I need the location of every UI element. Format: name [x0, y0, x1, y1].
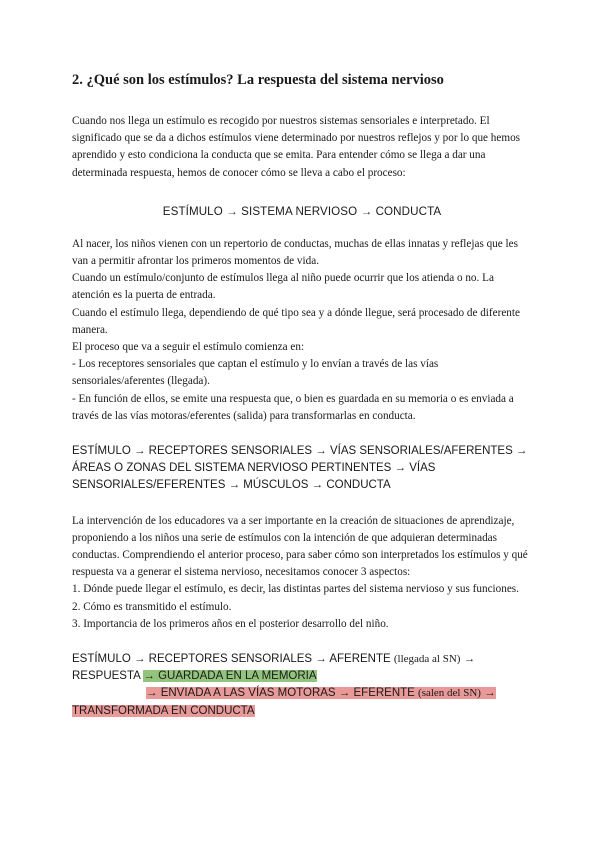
body-line: Al nacer, los niños vienen con un repertorio de conductas, muchas de ellas innatas y reflejas que les van a permitir afrontar los primeros momentos de vida. [72, 237, 518, 268]
memory-highlight: → GUARDADA EN LA MEMORIA [143, 670, 317, 683]
section-heading: 2. ¿Qué son los estímulos? La respuesta del sistema nervioso [72, 72, 444, 88]
body-line: Cuando el estímulo llega, dependiendo de qué tipo sea y a dónde llegue, será procesado de diferente manera. [72, 306, 520, 336]
flow3-part1-note: (llegada al SN) [393, 653, 461, 666]
motor-arrow: → [480, 687, 496, 700]
conduct-highlight: TRANSFORMADA EN CONDUCTA [72, 704, 255, 717]
document-page [72, 71, 532, 720]
motor-highlight [146, 687, 496, 699]
intro-paragraph: Cuando nos llega un estímulo es recogido por nuestros sistemas sensoriales e interpretado. El significado que se da a dichos estímulos viene determinado por nuestros reflejos y por lo que hemos aprendido y esto condiciona la conducta que se emita. Para entender cómo se llega a dar una determinada respuesta, hemos de conocer cómo se lleva a cabo el proceso: [72, 115, 521, 179]
body-paragraph [72, 236, 532, 425]
aspect-item: 1. Dónde puede llegar el estímulo, es decir, las distintas partes del sistema nervioso y sus funciones. [72, 583, 519, 596]
flow-diagram-detailed: ESTÍMULO → RECEPTORES SENSORIALES → VÍAS SENSORIALES/AFERENTES → ÁREAS O ZONAS DEL SISTEMA NERVIOSO PERTINENTES → VÍAS SENSORIALES/EFERENTES → MÚSCULOS → CONDUCTA [72, 445, 528, 492]
motor-text: → ENVIADA A LAS VÍAS MOTORAS → EFERENTE [146, 687, 419, 700]
aspect-item: 2. Cómo es transmitido el estímulo. [72, 600, 232, 613]
educators-line: La intervención de los educadores va a ser importante en la creación de situaciones de aprendizaje, proponiendo a los niños una serie de estímulos con la intención de que adquieran determinadas conductas. Comprendiendo el anterior proceso, para saber cómo son interpretados los estímulos y qué respuesta va a generar el sistema nervioso, necesitamos conocer 3 aspectos: [72, 514, 528, 579]
body-line: - Los receptores sensoriales que captan el estímulo y lo envían a través de las vías sensoriales/aferentes (llegada). [72, 358, 439, 388]
flow3-part1: ESTÍMULO → RECEPTORES SENSORIALES → AFERENTE [72, 653, 394, 666]
flow3-part1-arrow: → [460, 653, 476, 666]
body-line: Cuando un estímulo/conjunto de estímulos llega al niño puede ocurrir que los atienda o no. La atención es la puerta de entrada. [72, 272, 494, 302]
aspect-item: 3. Importancia de los primeros años en el posterior desarrollo del niño. [72, 617, 389, 630]
body-line: El proceso que va a seguir el estímulo comienza en: [72, 341, 305, 354]
indent-spacer [72, 687, 146, 699]
educators-paragraph [72, 513, 532, 633]
flow-diagram-response [72, 651, 532, 720]
motor-note: (salen del SN) [418, 687, 481, 700]
body-line: - En función de ellos, se emite una respuesta que, o bien es guardada en su memoria o es enviada a través de las vías motoras/eferentes (salida) para transformarlas en conducta. [72, 392, 514, 422]
flow3-respuesta: RESPUESTA [72, 670, 144, 683]
flow-diagram-basic: ESTÍMULO → SISTEMA NERVIOSO → CONDUCTA [162, 204, 442, 218]
